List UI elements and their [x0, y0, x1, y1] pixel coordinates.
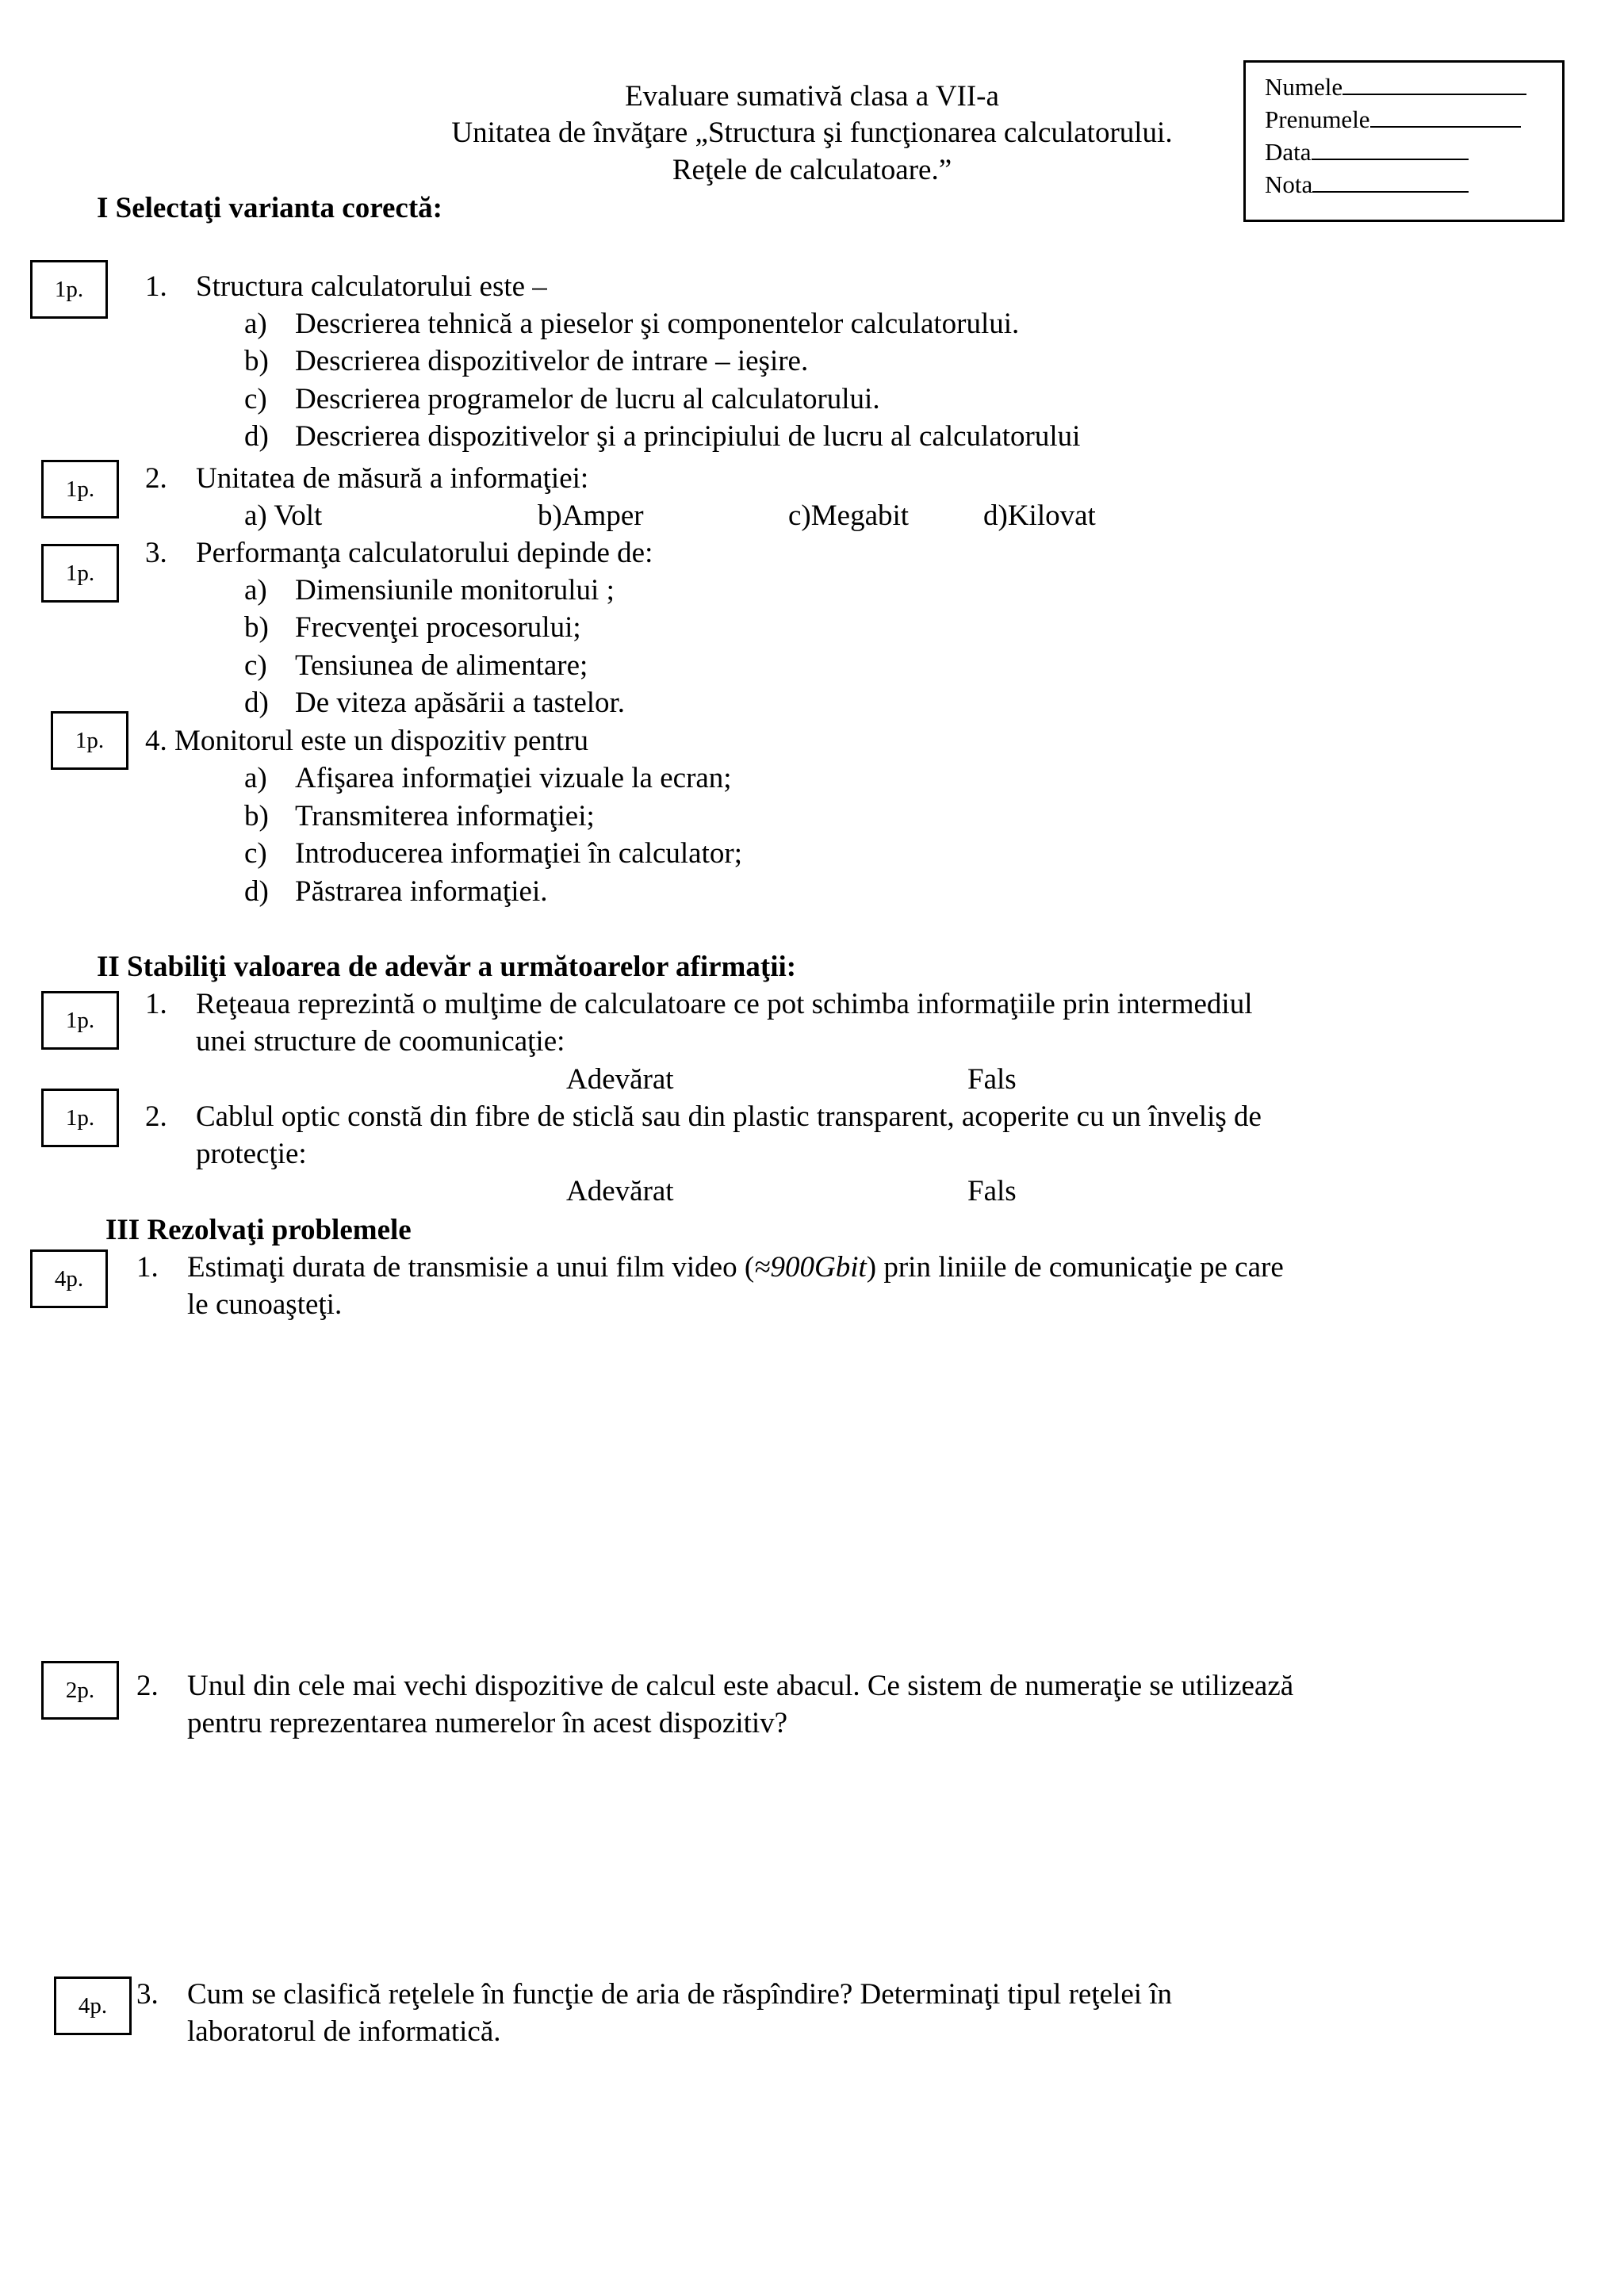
- q4-option-b[interactable]: b) Transmiterea informaţiei;: [244, 800, 595, 832]
- q3-text: Performanţa calculatorului depinde de:: [196, 537, 653, 569]
- s2-number: 2.: [145, 1100, 167, 1133]
- p1-line2: le cunoaşteţi.: [187, 1288, 343, 1321]
- section1-title: I Selectaţi varianta corectă:: [97, 192, 442, 224]
- s2-line2: protecţie:: [196, 1138, 307, 1170]
- s2-line1: Cablul optic constă din fibre de sticlă sau din plastic transparent, acoperite cu un înveliş de: [196, 1100, 1262, 1133]
- p1-problem: [136, 1250, 1284, 1285]
- q4-option-a[interactable]: a) Afişarea informaţiei vizuale la ecran;: [244, 762, 732, 794]
- q3-option-c[interactable]: c) Tensiunea de alimentare;: [244, 649, 588, 682]
- q3-points-box: 1p.: [41, 544, 119, 603]
- q4-option-d[interactable]: d) Păstrarea informaţiei.: [244, 875, 548, 908]
- q1-option-c[interactable]: c) Descrierea programelor de lucru al calculatorului.: [244, 383, 880, 415]
- q1-number: 1.: [145, 270, 167, 303]
- p3-points-box: 4p.: [54, 1976, 132, 2035]
- s1-true-option[interactable]: Adevărat: [566, 1063, 674, 1096]
- date-blank[interactable]: [1312, 138, 1469, 160]
- q1-option-d[interactable]: d) Descrierea dispozitivelor şi a principiului de lucru al calculatorului: [244, 420, 1081, 453]
- p1-text-end: ) prin liniile de comunicaţie pe care: [866, 1251, 1284, 1284]
- q2-question: [145, 461, 588, 496]
- p2-points-box: 2p.: [41, 1661, 119, 1720]
- q1-option-b[interactable]: b) Descrierea dispozitivelor de intrare – ieşire.: [244, 345, 809, 377]
- s1-points-box: 1p.: [41, 991, 119, 1050]
- name-blank[interactable]: [1342, 73, 1526, 95]
- s2-true-option[interactable]: Adevărat: [566, 1175, 674, 1207]
- name-row: [1265, 71, 1562, 103]
- p1-number: 1.: [136, 1251, 159, 1284]
- s1-statement: [145, 987, 1253, 1022]
- header-title-line2: Unitatea de învăţare „Structura şi funcţionarea calculatorului.: [451, 117, 1173, 149]
- q4-points-box: 1p.: [51, 711, 128, 770]
- p2-answer-area[interactable]: [187, 1756, 1424, 1946]
- q3-question: [145, 536, 653, 571]
- surname-row: [1265, 103, 1562, 136]
- q3-number: 3.: [145, 537, 167, 569]
- q2-option-a[interactable]: a) Volt: [244, 499, 323, 532]
- q4-option-c[interactable]: c) Introducerea informaţiei în calculator;: [244, 837, 742, 870]
- p1-text-start: Estimaţi durata de transmisie a unui film video (: [187, 1251, 755, 1284]
- p2-number: 2.: [136, 1670, 159, 1702]
- p3-number: 3.: [136, 1978, 159, 2011]
- q2-number: 2.: [145, 462, 167, 495]
- p1-points-box: 4p.: [30, 1249, 108, 1308]
- s2-statement: [145, 1100, 1262, 1135]
- p3-line2: laboratorul de informatică.: [187, 2015, 501, 2048]
- q3-option-b[interactable]: b) Frecvenţei procesorului;: [244, 611, 581, 644]
- q1-question: [145, 270, 547, 304]
- surname-label: Prenumele: [1265, 105, 1370, 133]
- s2-false-option[interactable]: Fals: [967, 1175, 1017, 1207]
- q1-option-a[interactable]: a) Descrierea tehnică a pieselor şi componentelor calculatorului.: [244, 308, 1020, 340]
- s1-line1: Reţeaua reprezintă o mulţime de calculatoare ce pot schimba informaţiile prin intermediul: [196, 988, 1253, 1020]
- s2-points-box: 1p.: [41, 1089, 119, 1147]
- q2-points-box: 1p.: [41, 460, 119, 519]
- s1-false-option[interactable]: Fals: [967, 1063, 1017, 1096]
- student-id-box: [1243, 60, 1565, 222]
- section3-title: III Rezolvaţi problemele: [105, 1214, 412, 1246]
- p1-italic-value: ≈900Gbit: [754, 1251, 867, 1284]
- grade-blank[interactable]: [1312, 170, 1469, 193]
- p2-problem: [136, 1669, 1293, 1704]
- q2-option-c[interactable]: c)Megabit: [788, 499, 910, 532]
- grade-row: [1265, 168, 1562, 201]
- s1-number: 1.: [145, 988, 167, 1020]
- p3-problem: [136, 1977, 1172, 2012]
- q3-option-d[interactable]: d) De viteza apăsării a tastelor.: [244, 687, 626, 719]
- p2-line1: Unul din cele mai vechi dispozitive de calcul este abacul. Ce sistem de numeraţie se utilizează: [187, 1670, 1294, 1702]
- date-label: Data: [1265, 138, 1312, 166]
- q2-option-d[interactable]: d)Kilovat: [983, 499, 1096, 532]
- grade-label: Nota: [1265, 170, 1313, 198]
- s1-line2: unei structure de coomunicaţie:: [196, 1025, 565, 1058]
- q2-option-b[interactable]: b)Amper: [538, 499, 644, 532]
- name-label: Numele: [1265, 73, 1343, 101]
- q3-option-a[interactable]: a) Dimensiunile monitorului ;: [244, 574, 615, 607]
- q1-points-box: 1p.: [30, 260, 108, 319]
- q4-question: 4. Monitorul este un dispozitiv pentru: [145, 725, 589, 757]
- header-title-line3: Reţele de calculatoare.”: [672, 154, 952, 186]
- p2-line2: pentru reprezentarea numerelor în acest dispozitiv?: [187, 1707, 788, 1739]
- p3-answer-area[interactable]: [187, 2065, 1424, 2256]
- q1-text: Structura calculatorului este –: [196, 270, 547, 303]
- section2-title: II Stabiliţi valoarea de adevăr a următoarelor afirmaţii:: [97, 951, 797, 983]
- p1-answer-area[interactable]: [187, 1340, 1424, 1633]
- surname-blank[interactable]: [1370, 105, 1521, 128]
- p3-line1: Cum se clasifică reţelele în funcţie de aria de răspîndire? Determinaţi tipul reţelei în: [187, 1978, 1173, 2011]
- date-row: [1265, 136, 1562, 168]
- q2-text: Unitatea de măsură a informaţiei:: [196, 462, 589, 495]
- header-title-line1: Evaluare sumativă clasa a VII-a: [625, 80, 999, 113]
